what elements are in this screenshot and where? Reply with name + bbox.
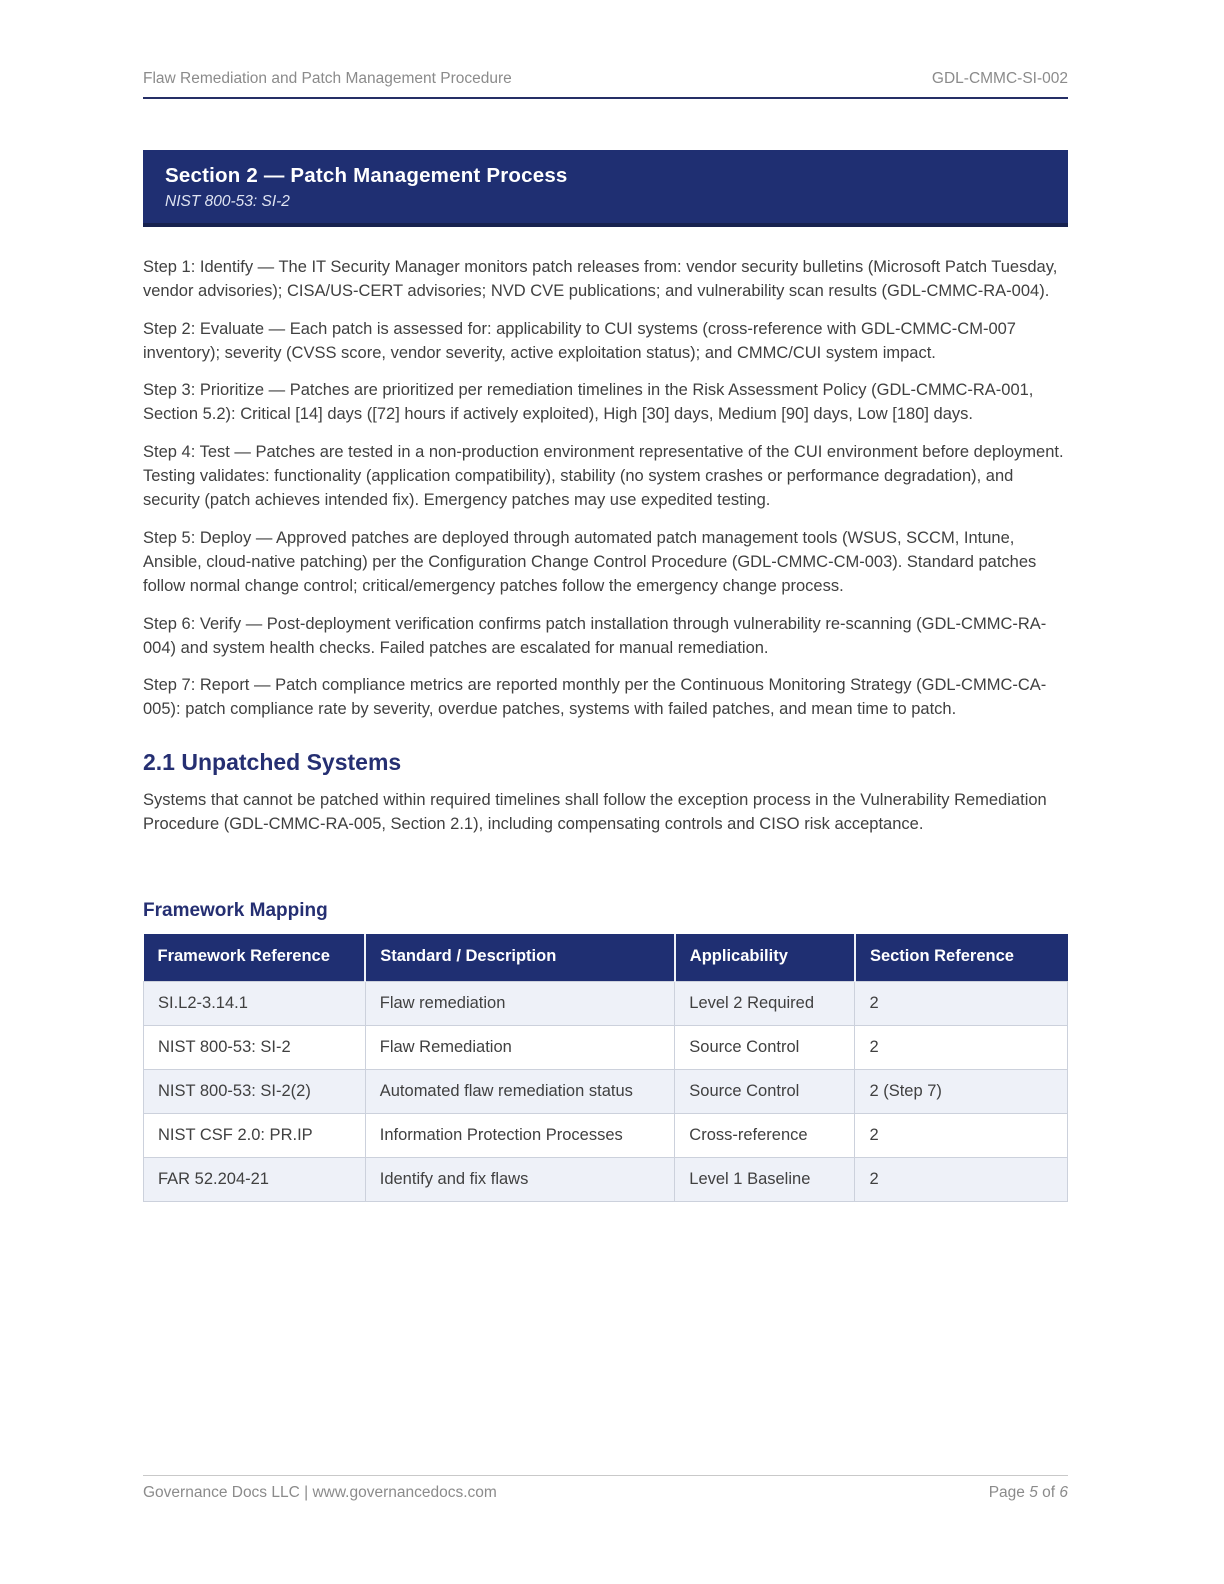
table-cell: Level 2 Required bbox=[675, 982, 855, 1026]
table-cell: 2 (Step 7) bbox=[855, 1070, 1068, 1114]
document-page bbox=[143, 0, 1068, 1202]
procedure-steps bbox=[143, 255, 1068, 722]
procedure-step-7: Step 7: Report — Patch compliance metrics are reported monthly per the Continuous Monitoring Strategy (GDL-CMMC-CA-005): patch compliance rate by severity, overdue patches, systems with failed patches, and mean time to patch. bbox=[143, 676, 1047, 719]
document-id: GDL-CMMC-SI-002 bbox=[931, 70, 1068, 87]
framework-mapping-heading: Framework Mapping bbox=[143, 900, 328, 922]
section-banner bbox=[143, 150, 1068, 227]
footer-of-word: of bbox=[1037, 1484, 1060, 1501]
subsection-unpatched-systems bbox=[143, 749, 1068, 837]
table-row bbox=[144, 1158, 1068, 1202]
table-cell: SI.L2-3.14.1 bbox=[144, 982, 366, 1026]
table-cell: Information Protection Processes bbox=[365, 1114, 675, 1158]
table-cell: FAR 52.204-21 bbox=[144, 1158, 366, 1202]
table-cell: Source Control bbox=[675, 1070, 855, 1114]
subsection-heading: 2.1 Unpatched Systems bbox=[143, 748, 402, 775]
table-cell: NIST CSF 2.0: PR.IP bbox=[144, 1114, 366, 1158]
column-header-standard-description: Standard / Description bbox=[365, 934, 675, 982]
column-header-section-reference: Section Reference bbox=[855, 934, 1068, 982]
table-cell: 2 bbox=[855, 1158, 1068, 1202]
table-cell: Flaw Remediation bbox=[365, 1026, 675, 1070]
table-row bbox=[144, 1026, 1068, 1070]
footer-company: Governance Docs LLC | www.governancedocs.com bbox=[143, 1484, 497, 1501]
procedure-step-3: Step 3: Prioritize — Patches are prioritized per remediation timelines in the Risk Assessment Policy (GDL-CMMC-RA-001, Section 5.2): Critical [14] days ([72] hours if actively exploited), High [30] days, Medium [90] days, Low [180] days. bbox=[143, 381, 1034, 424]
page-header-title: Flaw Remediation and Patch Management Procedure bbox=[143, 70, 512, 87]
table-cell: NIST 800-53: SI-2(2) bbox=[144, 1070, 366, 1114]
table-cell: Cross-reference bbox=[675, 1114, 855, 1158]
procedure-step-4: Step 4: Test — Patches are tested in a non-production environment representative of the CUI environment before deployment. Testing validates: functionality (application compatibility), stability (no system crashes or performance degradation), and security (patch achieves intended fix). Emergency patches may use expedited testing. bbox=[143, 442, 1064, 510]
table-cell: 2 bbox=[855, 1114, 1068, 1158]
framework-mapping-table bbox=[143, 934, 1068, 1202]
footer-page-total: 6 bbox=[1059, 1484, 1068, 1501]
table-cell: Automated flaw remediation status bbox=[365, 1070, 675, 1114]
table-cell: Source Control bbox=[675, 1026, 855, 1070]
footer-page-info bbox=[989, 1484, 1068, 1502]
column-header-framework-reference: Framework Reference bbox=[144, 934, 366, 982]
table-row bbox=[144, 1114, 1068, 1158]
procedure-step-5: Step 5: Deploy — Approved patches are deployed through automated patch management tools (WSUS, SCCM, Intune, Ansible, cloud-native patching) per the Configuration Change Control Procedure (GDL-CMMC-CM-003). Standard patches follow normal change control; critical/emergency patches follow the emergency change process. bbox=[143, 528, 1037, 596]
footer-page-number: 5 bbox=[1029, 1484, 1038, 1501]
page-footer bbox=[143, 1475, 1068, 1502]
subsection-body: Systems that cannot be patched within required timelines shall follow the exception process in the Vulnerability Remediation Procedure (GDL-CMMC-RA-005, Section 2.1), including compensating controls and CISO risk acceptance. bbox=[143, 790, 1047, 834]
page-header bbox=[143, 70, 1068, 99]
section-banner-title: Section 2 — Patch Management Process bbox=[165, 164, 568, 187]
table-cell: Identify and fix flaws bbox=[365, 1158, 675, 1202]
table-header-row bbox=[144, 934, 1068, 982]
table-row bbox=[144, 982, 1068, 1026]
footer-page-word: Page bbox=[988, 1484, 1030, 1501]
section-banner-subtitle: NIST 800-53: SI-2 bbox=[165, 193, 290, 210]
procedure-step-1: Step 1: Identify — The IT Security Manager monitors patch releases from: vendor security bulletins (Microsoft Patch Tuesday, vendor advisories); CISA/US-CERT advisories; NVD CVE publications; and vulnerability scan results (GDL-CMMC-RA-004). bbox=[143, 258, 1058, 301]
table-cell: Level 1 Baseline bbox=[675, 1158, 855, 1202]
table-row bbox=[144, 1070, 1068, 1114]
table-cell: 2 bbox=[855, 1026, 1068, 1070]
column-header-applicability: Applicability bbox=[675, 934, 855, 982]
table-cell: NIST 800-53: SI-2 bbox=[144, 1026, 366, 1070]
table-cell: 2 bbox=[855, 982, 1068, 1026]
table-cell: Flaw remediation bbox=[365, 982, 675, 1026]
procedure-step-6: Step 6: Verify — Post-deployment verification confirms patch installation through vulnerability re-scanning (GDL-CMMC-RA-004) and system health checks. Failed patches are escalated for manual remediation. bbox=[143, 614, 1047, 657]
procedure-step-2: Step 2: Evaluate — Each patch is assessed for: applicability to CUI systems (cross-reference with GDL-CMMC-CM-007 inventory); severity (CVSS score, vendor severity, active exploitation status); and CMMC/CUI system impact. bbox=[143, 319, 1016, 362]
